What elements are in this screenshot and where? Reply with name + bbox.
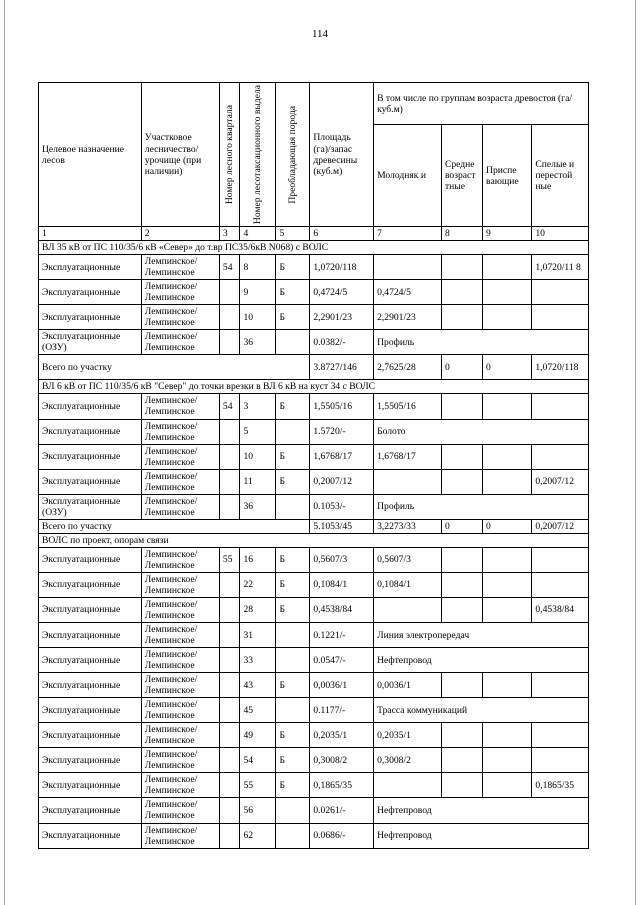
table-row: [39, 255, 589, 280]
table-row: [39, 469, 589, 494]
block-cell: [219, 723, 240, 748]
forestry-cell: Лемпинское/ Лемпинское: [141, 823, 219, 848]
allotment-cell: 5: [240, 419, 276, 444]
young-cell: 0,3008/2: [374, 748, 442, 773]
species-cell: [276, 823, 310, 848]
table-row: [39, 748, 589, 773]
young-cell: 0,1084/1: [374, 572, 442, 597]
table-row: [39, 330, 589, 355]
allotment-cell: 10: [240, 444, 276, 469]
header-area: Площадь (га)/запас древесины (куб.м): [310, 83, 374, 227]
block-cell: [219, 494, 240, 519]
total-middle: 0: [441, 519, 482, 533]
table-row: [39, 823, 589, 848]
maturing-cell: [483, 255, 532, 280]
allotment-cell: 43: [240, 673, 276, 698]
total-area: 5.1053/45: [310, 519, 374, 533]
area-cell: 0.0547/-: [310, 648, 374, 673]
species-cell: Б: [276, 255, 310, 280]
block-cell: [219, 597, 240, 622]
purpose-cell: Эксплуатационные: [39, 280, 142, 305]
maturing-cell: [483, 547, 532, 572]
purpose-cell: Эксплуатационные: [39, 547, 142, 572]
mature-cell: 1,0720/11 8: [532, 255, 589, 280]
area-cell: 0.0382/-: [310, 330, 374, 355]
table-row: [39, 723, 589, 748]
total-middle: 0: [441, 355, 482, 380]
mature-cell: 0,4538/84: [532, 597, 589, 622]
column-number: 3: [219, 227, 240, 241]
scan-edge-right: [635, 0, 636, 905]
total-mature: 1,0720/118: [532, 355, 589, 380]
forestry-cell: Лемпинское/ Лемпинское: [141, 280, 219, 305]
area-cell: 0,4538/84: [310, 597, 374, 622]
forestry-cell: Лемпинское/ Лемпинское: [141, 255, 219, 280]
block-cell: [219, 823, 240, 848]
purpose-cell: Эксплуатационные: [39, 305, 142, 330]
table-row: [39, 773, 589, 798]
species-cell: Б: [276, 773, 310, 798]
header-mature: Спелые и перестой ные: [532, 125, 589, 227]
young-cell: 1,5505/16: [374, 394, 442, 419]
young-cell: 2,2901/23: [374, 305, 442, 330]
allotment-cell: 28: [240, 597, 276, 622]
maturing-cell: [483, 723, 532, 748]
table-row: [39, 673, 589, 698]
header-forestry: Участковое лесничество/ урочище (при наличии): [141, 83, 219, 227]
column-number: 1: [39, 227, 142, 241]
note-cell: Нефтепровод: [374, 823, 589, 848]
block-cell: [219, 673, 240, 698]
scan-edge-left: [4, 0, 5, 905]
species-cell: Б: [276, 469, 310, 494]
area-cell: 0,0036/1: [310, 673, 374, 698]
area-cell: 1.5720/-: [310, 419, 374, 444]
maturing-cell: [483, 773, 532, 798]
young-cell: 1,6768/17: [374, 444, 442, 469]
purpose-cell: Эксплуатационные: [39, 255, 142, 280]
mature-cell: 0,2007/12: [532, 469, 589, 494]
area-cell: 0,3008/2: [310, 748, 374, 773]
header-block: Номер лесного квартала: [224, 104, 236, 205]
total-label: Всего по участку: [39, 519, 310, 533]
middle-cell: [441, 280, 482, 305]
area-cell: 0,1865/35: [310, 773, 374, 798]
note-cell: Линия электропередач: [374, 623, 589, 648]
middle-cell: [441, 394, 482, 419]
mature-cell: [532, 305, 589, 330]
table-row: [39, 798, 589, 823]
mature-cell: [532, 748, 589, 773]
allotment-cell: 55: [240, 773, 276, 798]
middle-cell: [441, 748, 482, 773]
block-cell: [219, 419, 240, 444]
block-cell: [219, 798, 240, 823]
species-cell: Б: [276, 572, 310, 597]
page-number: 114: [311, 28, 329, 40]
allotment-cell: 36: [240, 330, 276, 355]
table-row: [39, 698, 589, 723]
note-cell: Профиль: [374, 330, 589, 355]
area-cell: 0,2007/12: [310, 469, 374, 494]
total-label: Всего по участку: [39, 355, 310, 380]
species-cell: [276, 648, 310, 673]
forestry-cell: Лемпинское/ Лемпинское: [141, 547, 219, 572]
purpose-cell: Эксплуатационные: [39, 469, 142, 494]
table-row: [39, 547, 589, 572]
middle-cell: [441, 305, 482, 330]
area-cell: 1,6768/17: [310, 444, 374, 469]
purpose-cell: Эксплуатационные: [39, 798, 142, 823]
header-age-group: В том числе по группам возраста древостоя (га/куб.м): [374, 83, 589, 125]
maturing-cell: [483, 280, 532, 305]
species-cell: Б: [276, 305, 310, 330]
purpose-cell: Эксплуатационные: [39, 748, 142, 773]
young-cell: 0,0036/1: [374, 673, 442, 698]
species-cell: [276, 698, 310, 723]
middle-cell: [441, 444, 482, 469]
table-row: [39, 572, 589, 597]
block-cell: 55: [219, 547, 240, 572]
allotment-cell: 11: [240, 469, 276, 494]
column-number: 9: [483, 227, 532, 241]
young-cell: [374, 773, 442, 798]
block-cell: 54: [219, 394, 240, 419]
table-row: [39, 648, 589, 673]
mature-cell: [532, 673, 589, 698]
maturing-cell: [483, 597, 532, 622]
total-maturing: 0: [483, 355, 532, 380]
forestry-cell: Лемпинское/ Лемпинское: [141, 469, 219, 494]
mature-cell: [532, 572, 589, 597]
purpose-cell: Эксплуатационные: [39, 419, 142, 444]
young-cell: [374, 469, 442, 494]
block-cell: [219, 572, 240, 597]
area-cell: 2,2901/23: [310, 305, 374, 330]
mature-cell: 0,1865/35: [532, 773, 589, 798]
species-cell: Б: [276, 723, 310, 748]
column-number: 7: [374, 227, 442, 241]
area-cell: 0.1053/-: [310, 494, 374, 519]
young-cell: 0,2035/1: [374, 723, 442, 748]
total-row: [39, 519, 589, 533]
young-cell: 0,5607/3: [374, 547, 442, 572]
header-allotment: Номер лесотаксационного выдела: [252, 85, 264, 225]
header-species: Преобладающая порода: [287, 105, 299, 204]
block-cell: [219, 773, 240, 798]
maturing-cell: [483, 444, 532, 469]
allotment-cell: 33: [240, 648, 276, 673]
maturing-cell: [483, 572, 532, 597]
allotment-cell: 16: [240, 547, 276, 572]
middle-cell: [441, 673, 482, 698]
young-cell: [374, 255, 442, 280]
mature-cell: [532, 394, 589, 419]
forestry-cell: Лемпинское/ Лемпинское: [141, 673, 219, 698]
purpose-cell: Эксплуатационные: [39, 673, 142, 698]
total-area: 3.8727/146: [310, 355, 374, 380]
table-row: [39, 597, 589, 622]
area-cell: 0,5607/3: [310, 547, 374, 572]
allotment-cell: 31: [240, 623, 276, 648]
column-number: 4: [240, 227, 276, 241]
species-cell: Б: [276, 748, 310, 773]
purpose-cell: Эксплуатационные (ОЗУ): [39, 494, 142, 519]
block-cell: [219, 748, 240, 773]
purpose-cell: Эксплуатационные: [39, 597, 142, 622]
header-middle: Средне возраст тные: [441, 125, 482, 227]
species-cell: [276, 623, 310, 648]
species-cell: Б: [276, 444, 310, 469]
note-cell: Трасса коммуникаций: [374, 698, 589, 723]
area-cell: 1,5505/16: [310, 394, 374, 419]
block-cell: [219, 623, 240, 648]
forestry-cell: Лемпинское/ Лемпинское: [141, 748, 219, 773]
maturing-cell: [483, 394, 532, 419]
species-cell: Б: [276, 394, 310, 419]
species-cell: Б: [276, 280, 310, 305]
note-cell: Болото: [374, 419, 589, 444]
middle-cell: [441, 572, 482, 597]
allotment-cell: 49: [240, 723, 276, 748]
forestry-cell: Лемпинское/ Лемпинское: [141, 623, 219, 648]
forestry-cell: Лемпинское/ Лемпинское: [141, 305, 219, 330]
species-cell: [276, 494, 310, 519]
species-cell: Б: [276, 547, 310, 572]
column-number: 2: [141, 227, 219, 241]
forestry-cell: Лемпинское/ Лемпинское: [141, 330, 219, 355]
mature-cell: [532, 444, 589, 469]
column-number: 8: [441, 227, 482, 241]
middle-cell: [441, 597, 482, 622]
purpose-cell: Эксплуатационные: [39, 773, 142, 798]
forestry-cell: Лемпинское/ Лемпинское: [141, 798, 219, 823]
area-cell: 0.1221/-: [310, 623, 374, 648]
allotment-cell: 9: [240, 280, 276, 305]
purpose-cell: Эксплуатационные: [39, 823, 142, 848]
section-header-row: [39, 241, 589, 255]
table-row: [39, 444, 589, 469]
forestry-cell: Лемпинское/ Лемпинское: [141, 597, 219, 622]
block-cell: 54: [219, 255, 240, 280]
young-cell: [374, 597, 442, 622]
header-young: Молодняк и: [374, 125, 442, 227]
header-purpose: Целевое назначение лесов: [39, 83, 142, 227]
table-row: [39, 623, 589, 648]
allotment-cell: 45: [240, 698, 276, 723]
maturing-cell: [483, 469, 532, 494]
table-row: [39, 494, 589, 519]
table-row: [39, 280, 589, 305]
area-cell: 0.1177/-: [310, 698, 374, 723]
maturing-cell: [483, 748, 532, 773]
middle-cell: [441, 723, 482, 748]
forestry-cell: Лемпинское/ Лемпинское: [141, 648, 219, 673]
maturing-cell: [483, 673, 532, 698]
area-cell: 0.0261/-: [310, 798, 374, 823]
middle-cell: [441, 469, 482, 494]
species-cell: [276, 330, 310, 355]
table-row: [39, 419, 589, 444]
block-cell: [219, 280, 240, 305]
area-cell: 0,4724/5: [310, 280, 374, 305]
purpose-cell: Эксплуатационные: [39, 648, 142, 673]
allotment-cell: 54: [240, 748, 276, 773]
allotment-cell: 3: [240, 394, 276, 419]
section-title: ВЛ 6 кВ от ПС 110/35/6 кВ "Север" до точки врезки в ВЛ 6 кВ на куст 34 с ВОЛС: [39, 380, 589, 394]
forestry-cell: Лемпинское/ Лемпинское: [141, 723, 219, 748]
note-cell: Профиль: [374, 494, 589, 519]
block-cell: [219, 305, 240, 330]
area-cell: 1,0720/118: [310, 255, 374, 280]
purpose-cell: Эксплуатационные: [39, 394, 142, 419]
column-number: 5: [276, 227, 310, 241]
forestry-cell: Лемпинское/ Лемпинское: [141, 394, 219, 419]
purpose-cell: Эксплуатационные: [39, 572, 142, 597]
middle-cell: [441, 255, 482, 280]
allotment-cell: 10: [240, 305, 276, 330]
column-number: 6: [310, 227, 374, 241]
block-cell: [219, 444, 240, 469]
mature-cell: [532, 280, 589, 305]
allotment-cell: 8: [240, 255, 276, 280]
forest-table: [38, 82, 589, 849]
area-cell: 0,1084/1: [310, 572, 374, 597]
block-cell: [219, 648, 240, 673]
allotment-cell: 56: [240, 798, 276, 823]
allotment-cell: 36: [240, 494, 276, 519]
allotment-cell: 22: [240, 572, 276, 597]
forestry-cell: Лемпинское/ Лемпинское: [141, 494, 219, 519]
total-maturing: 0: [483, 519, 532, 533]
section-title: ВЛ 35 кВ от ПС 110/35/6 кВ «Север» до т.вр ПС35/6кВ N068) с ВОЛС: [39, 241, 589, 255]
forestry-cell: Лемпинское/ Лемпинское: [141, 419, 219, 444]
total-mature: 0,2007/12: [532, 519, 589, 533]
block-cell: [219, 469, 240, 494]
note-cell: Нефтепровод: [374, 648, 589, 673]
header-maturing: Приспе вающие: [483, 125, 532, 227]
maturing-cell: [483, 305, 532, 330]
forestry-cell: Лемпинское/ Лемпинское: [141, 444, 219, 469]
section-header-row: [39, 380, 589, 394]
purpose-cell: Эксплуатационные: [39, 444, 142, 469]
species-cell: Б: [276, 673, 310, 698]
forestry-cell: Лемпинское/ Лемпинское: [141, 773, 219, 798]
total-row: [39, 355, 589, 380]
total-young: 2,7625/28: [374, 355, 442, 380]
species-cell: [276, 419, 310, 444]
young-cell: 0,4724/5: [374, 280, 442, 305]
area-cell: 0.0686/-: [310, 823, 374, 848]
column-number: 10: [532, 227, 589, 241]
species-cell: Б: [276, 597, 310, 622]
middle-cell: [441, 773, 482, 798]
allotment-cell: 62: [240, 823, 276, 848]
forestry-cell: Лемпинское/ Лемпинское: [141, 698, 219, 723]
purpose-cell: Эксплуатационные: [39, 698, 142, 723]
purpose-cell: Эксплуатационные: [39, 723, 142, 748]
forestry-cell: Лемпинское/ Лемпинское: [141, 572, 219, 597]
section-title: ВОЛС по проект, опорам связи: [39, 533, 589, 547]
block-cell: [219, 330, 240, 355]
purpose-cell: Эксплуатационные (ОЗУ): [39, 330, 142, 355]
mature-cell: [532, 723, 589, 748]
table-row: [39, 394, 589, 419]
block-cell: [219, 698, 240, 723]
area-cell: 0,2035/1: [310, 723, 374, 748]
purpose-cell: Эксплуатационные: [39, 623, 142, 648]
middle-cell: [441, 547, 482, 572]
total-young: 3,2273/33: [374, 519, 442, 533]
section-header-row: [39, 533, 589, 547]
mature-cell: [532, 547, 589, 572]
table-row: [39, 305, 589, 330]
species-cell: [276, 798, 310, 823]
note-cell: Нефтепровод: [374, 798, 589, 823]
